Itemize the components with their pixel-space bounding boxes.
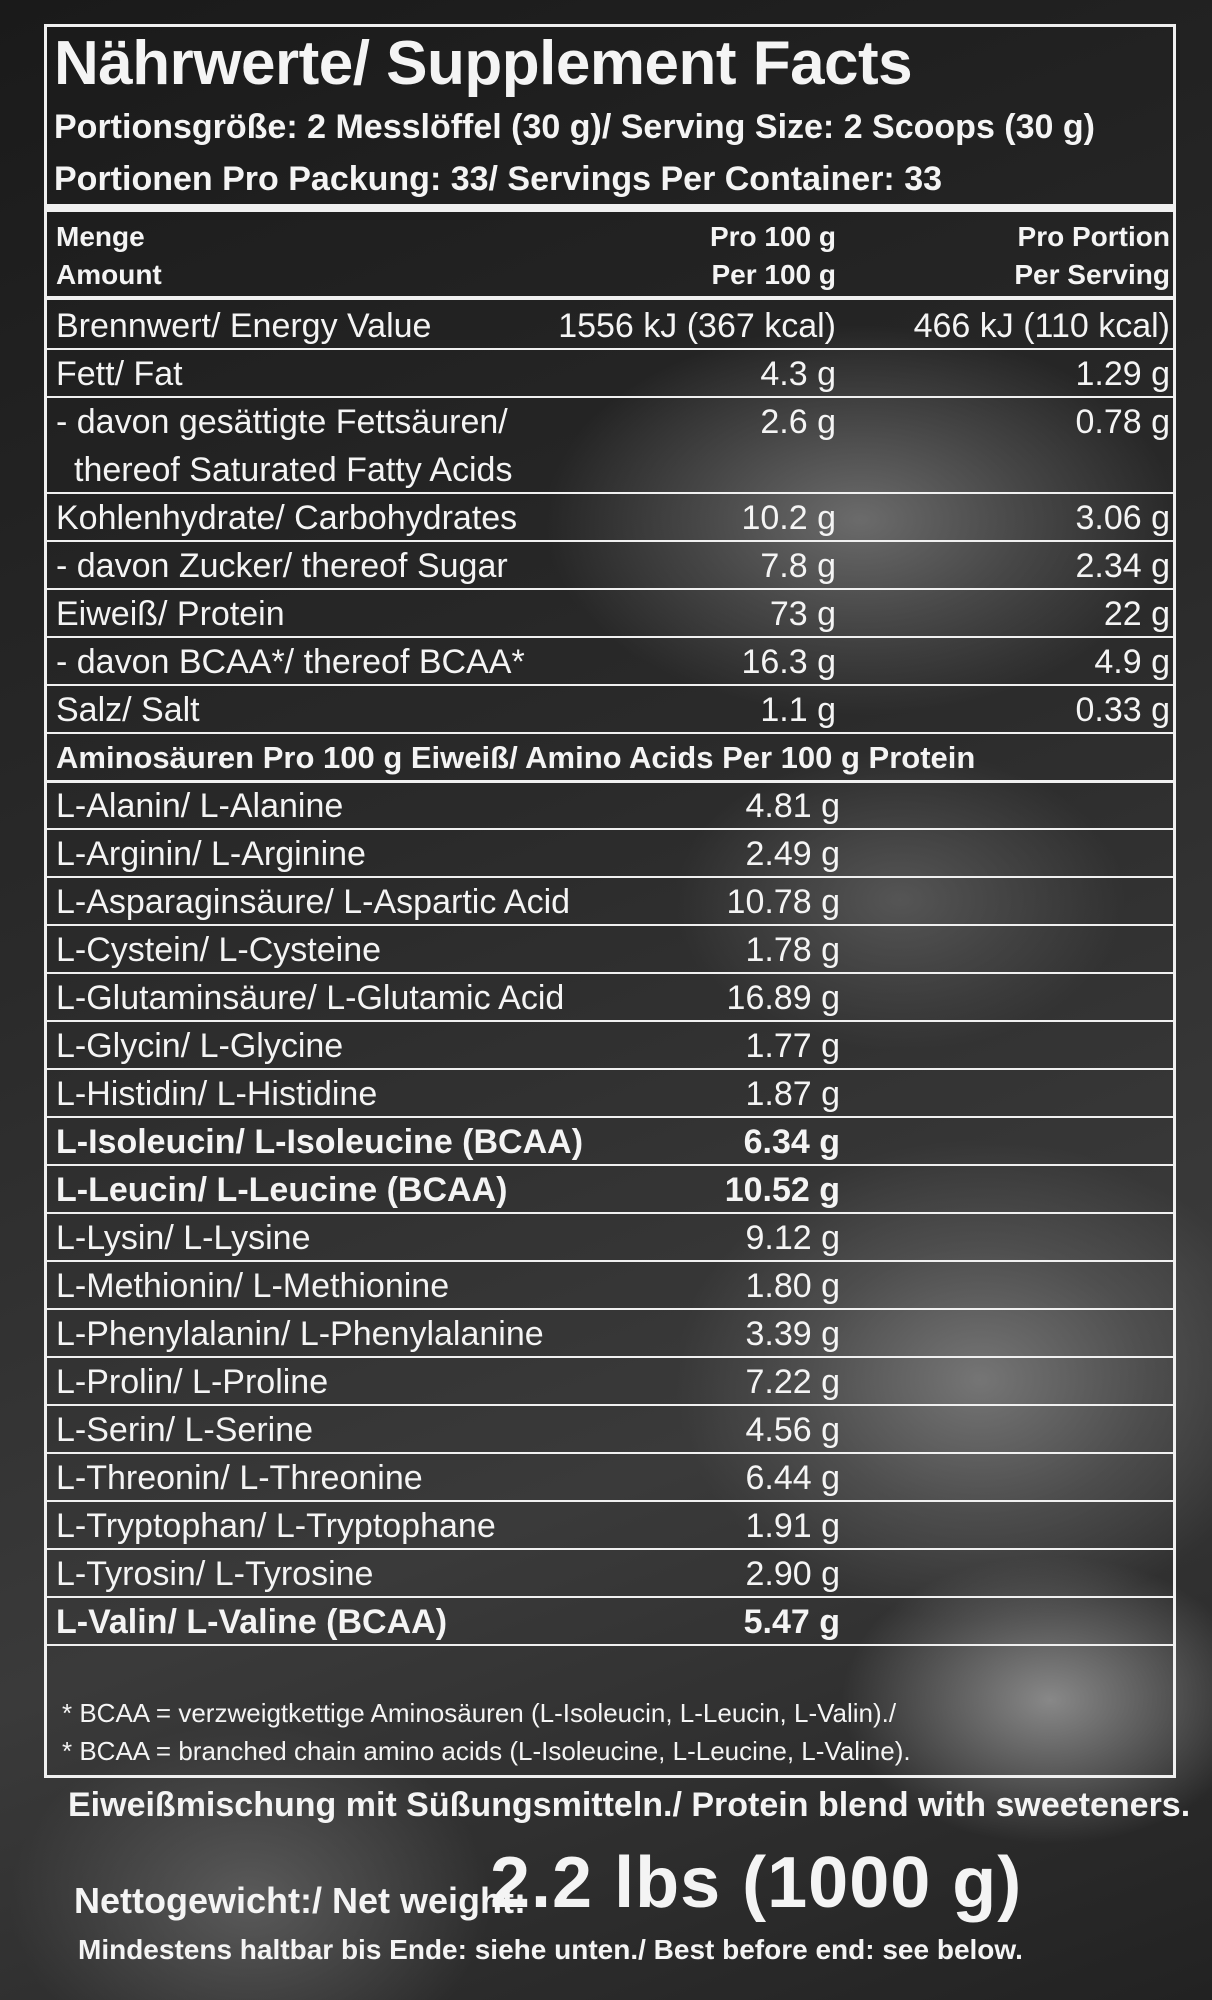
nutrient-serving: 22 g	[1103, 595, 1170, 633]
amino-label: L-Serin/ L-Serine	[56, 1411, 314, 1449]
header-per100-de: Pro 100 g	[709, 221, 836, 252]
amino-value: 9.12 g	[745, 1219, 840, 1257]
amino-value: 1.78 g	[745, 931, 840, 969]
header-amount-de: Menge	[56, 221, 145, 252]
row-divider	[44, 1308, 1176, 1310]
row-divider	[44, 588, 1176, 590]
row-divider	[44, 972, 1176, 974]
footnote-de: * BCAA = verzweigtkettige Aminosäuren (L-Isoleucin, L-Leucin, L-Valin)./	[62, 1698, 897, 1728]
nutrient-label: Brennwert/ Energy Value	[56, 307, 432, 345]
row-divider	[44, 1164, 1176, 1166]
nutrient-serving: 0.33 g	[1075, 691, 1170, 729]
row-divider	[44, 1068, 1176, 1070]
nutrient-serving: 1.29 g	[1075, 355, 1170, 393]
amino-label: L-Isoleucin/ L-Isoleucine (BCAA)	[56, 1123, 584, 1161]
row-divider	[44, 396, 1176, 398]
nutrient-per100: 10.2 g	[741, 499, 836, 537]
best-before: Mindestens haltbar bis Ende: siehe unten./ Best before end: see below.	[78, 1934, 1023, 1965]
amino-value: 16.89 g	[726, 979, 840, 1017]
amino-value: 2.90 g	[745, 1555, 840, 1593]
amino-value: 6.44 g	[745, 1459, 840, 1497]
amino-label: L-Methionin/ L-Methionine	[56, 1267, 450, 1305]
row-divider	[44, 1020, 1176, 1022]
amino-value: 2.49 g	[745, 835, 840, 873]
nutrient-serving: 3.06 g	[1075, 499, 1170, 537]
amino-value: 4.56 g	[745, 1411, 840, 1449]
row-divider	[44, 540, 1176, 542]
amino-label: L-Threonin/ L-Threonine	[56, 1459, 423, 1497]
net-weight-label: Nettogewicht:/ Net weight:	[74, 1880, 526, 1921]
nutrient-serving: 2.34 g	[1075, 547, 1170, 585]
nutrient-per100: 4.3 g	[760, 355, 836, 393]
header-portion-de: Pro Portion	[1017, 221, 1170, 252]
nutrient-per100: 16.3 g	[741, 643, 836, 681]
row-divider	[44, 492, 1176, 494]
nutrient-serving: 4.9 g	[1094, 643, 1170, 681]
amino-header: Aminosäuren Pro 100 g Eiweiß/ Amino Acids Per 100 g Protein	[56, 740, 976, 775]
nutrient-label: Salz/ Salt	[56, 691, 200, 729]
row-divider	[44, 636, 1176, 638]
nutrient-label: Kohlenhydrate/ Carbohydrates	[56, 499, 518, 537]
amino-value: 3.39 g	[745, 1315, 840, 1353]
header-portion-en: Per Serving	[1014, 259, 1170, 290]
amino-label: L-Leucin/ L-Leucine (BCAA)	[56, 1171, 508, 1209]
amino-label: L-Tyrosin/ L-Tyrosine	[56, 1555, 374, 1593]
row-divider	[44, 1596, 1176, 1598]
row-divider	[44, 924, 1176, 926]
nutrient-label: - davon BCAA*/ thereof BCAA*	[56, 643, 525, 681]
nutrient-per100: 73 g	[769, 595, 836, 633]
nutrient-serving: 466 kJ (110 kcal)	[913, 307, 1170, 345]
amino-label: L-Histidin/ L-Histidine	[56, 1075, 378, 1113]
amino-value: 5.47 g	[743, 1603, 840, 1641]
row-divider	[44, 1356, 1176, 1358]
nutrient-per100: 1.1 g	[760, 691, 836, 729]
serving-size: Portionsgröße: 2 Messlöffel (30 g)/ Serving Size: 2 Scoops (30 g)	[54, 108, 1095, 146]
amino-value: 4.81 g	[745, 787, 840, 825]
amino-value: 10.52 g	[724, 1171, 840, 1209]
amino-label: L-Cystein/ L-Cysteine	[56, 931, 382, 969]
thick-rule	[44, 204, 1176, 212]
row-divider	[44, 1452, 1176, 1454]
footnote-en: * BCAA = branched chain amino acids (L-Isoleucine, L-Leucine, L-Valine).	[62, 1736, 911, 1766]
amino-value: 6.34 g	[743, 1123, 840, 1161]
amino-label: L-Arginin/ L-Arginine	[56, 835, 366, 873]
header-per100-en: Per 100 g	[711, 259, 836, 290]
row-divider	[44, 1644, 1176, 1646]
net-weight-value: 2.2 lbs (1000 g)	[490, 1843, 1023, 1923]
amino-label: L-Glutaminsäure/ L-Glutamic Acid	[56, 979, 565, 1017]
nutrient-per100: 1556 kJ (367 kcal)	[558, 307, 836, 345]
amino-label: L-Asparaginsäure/ L-Aspartic Acid	[56, 883, 571, 921]
amino-value: 1.80 g	[745, 1267, 840, 1305]
nutrient-per100: 7.8 g	[760, 547, 836, 585]
row-divider	[44, 684, 1176, 686]
amino-label: L-Lysin/ L-Lysine	[56, 1219, 311, 1257]
facts-title: Nährwerte/ Supplement Facts	[54, 29, 913, 98]
amino-header-rule	[44, 780, 1176, 783]
row-divider	[44, 348, 1176, 350]
nutrient-label-line2: thereof Saturated Fatty Acids	[74, 451, 513, 489]
nutrient-serving: 0.78 g	[1075, 403, 1170, 441]
row-divider	[44, 876, 1176, 878]
nutrient-per100: 2.6 g	[760, 403, 836, 441]
row-divider	[44, 1260, 1176, 1262]
amino-label: L-Valin/ L-Valine (BCAA)	[56, 1603, 448, 1641]
servings-per-container: Portionen Pro Packung: 33/ Servings Per Container: 33	[54, 160, 943, 198]
nutrient-label: Eiweiß/ Protein	[56, 595, 285, 633]
row-divider	[44, 1548, 1176, 1550]
amino-value: 7.22 g	[745, 1363, 840, 1401]
row-divider	[44, 1212, 1176, 1214]
amino-label: L-Tryptophan/ L-Tryptophane	[56, 1507, 496, 1545]
header-rule	[44, 296, 1176, 300]
row-divider	[44, 828, 1176, 830]
amino-value: 1.91 g	[745, 1507, 840, 1545]
row-divider	[44, 732, 1176, 734]
amino-value: 1.77 g	[745, 1027, 840, 1065]
amino-value: 1.87 g	[745, 1075, 840, 1113]
amino-label: L-Glycin/ L-Glycine	[56, 1027, 344, 1065]
amino-value: 10.78 g	[726, 883, 840, 921]
row-divider	[44, 1404, 1176, 1406]
row-divider	[44, 1500, 1176, 1502]
amino-label: L-Alanin/ L-Alanine	[56, 787, 344, 825]
header-amount-en: Amount	[56, 259, 162, 290]
row-divider	[44, 1116, 1176, 1118]
nutrient-label: - davon Zucker/ thereof Sugar	[56, 547, 508, 585]
nutrient-label: - davon gesättigte Fettsäuren/	[56, 403, 508, 441]
blend-statement: Eiweißmischung mit Süßungsmitteln./ Protein blend with sweeteners.	[68, 1786, 1191, 1824]
amino-label: L-Prolin/ L-Proline	[56, 1363, 329, 1401]
amino-label: L-Phenylalanin/ L-Phenylalanine	[56, 1315, 544, 1353]
nutrient-label: Fett/ Fat	[56, 355, 183, 393]
